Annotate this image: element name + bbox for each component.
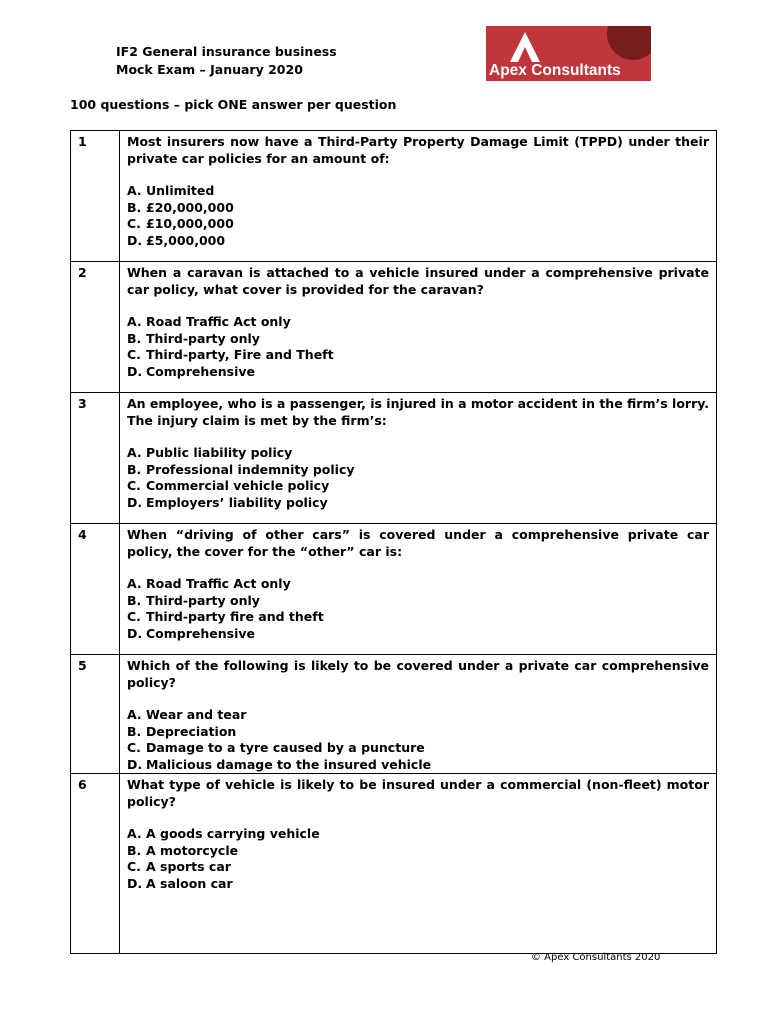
answer-option [127, 626, 709, 643]
question-number: 5 [71, 655, 120, 774]
document-header [116, 43, 337, 79]
option-text: Comprehensive [146, 363, 256, 379]
answer-option [127, 876, 709, 893]
option-letter: C. [127, 859, 141, 874]
option-letter: D. [127, 625, 143, 641]
option-text: Road Traffic Act only [146, 576, 291, 591]
option-text: £5,000,000 [146, 232, 226, 248]
answer-option [127, 826, 709, 843]
option-letter: C. [127, 216, 141, 231]
answer-option [127, 233, 709, 250]
option-text: Third-party only [146, 330, 260, 346]
logo-circle-accent [607, 26, 651, 60]
option-letter: C. [127, 609, 141, 624]
logo-a-mark-icon [507, 31, 543, 63]
answer-options [127, 183, 709, 249]
answer-option [127, 593, 709, 610]
option-text: Third-party only [146, 592, 260, 608]
option-text: Depreciation [146, 723, 237, 739]
option-letter: B. [127, 330, 142, 346]
answer-option [127, 859, 709, 876]
answer-option [127, 740, 709, 757]
question-row [71, 131, 717, 262]
option-letter: D. [127, 363, 143, 379]
option-text: Commercial vehicle policy [146, 478, 330, 493]
exam-subtitle: Mock Exam – January 2020 [116, 62, 303, 77]
option-letter: B. [127, 592, 142, 608]
question-body [120, 131, 717, 262]
question-row [71, 393, 717, 524]
answer-option [127, 364, 709, 381]
option-letter: B. [127, 461, 142, 477]
logo-text: Apex Consultants [489, 62, 621, 79]
option-letter: B. [127, 723, 142, 739]
answer-option [127, 757, 709, 774]
option-letter: D. [127, 756, 143, 772]
option-letter: A. [127, 576, 142, 591]
answer-option [127, 331, 709, 348]
question-body [120, 524, 717, 655]
option-text: Road Traffic Act only [146, 314, 291, 329]
option-text: Malicious damage to the insured vehicle [146, 756, 432, 772]
option-letter: C. [127, 347, 141, 362]
option-text: A goods carrying vehicle [146, 826, 320, 841]
option-text: A sports car [146, 859, 231, 874]
answer-option [127, 314, 709, 331]
question-number: 1 [71, 131, 120, 262]
option-letter: A. [127, 826, 142, 841]
answer-options [127, 826, 709, 892]
question-number: 4 [71, 524, 120, 655]
answer-option [127, 216, 709, 233]
option-text: Comprehensive [146, 625, 256, 641]
answer-options [127, 314, 709, 380]
answer-options [127, 576, 709, 642]
answer-option [127, 478, 709, 495]
question-body [120, 774, 717, 954]
question-row [71, 262, 717, 393]
option-letter: D. [127, 875, 143, 891]
answer-option [127, 576, 709, 593]
exam-instructions: 100 questions – pick ONE answer per question [70, 97, 397, 112]
option-letter: D. [127, 494, 143, 510]
option-text: Employers’ liability policy [146, 494, 328, 510]
answer-option [127, 347, 709, 364]
option-letter: D. [127, 232, 143, 248]
answer-option [127, 609, 709, 626]
answer-option [127, 200, 709, 217]
answer-option [127, 843, 709, 860]
option-text: A motorcycle [146, 842, 239, 858]
answer-option [127, 495, 709, 512]
answer-options [127, 445, 709, 511]
option-text: Public liability policy [146, 445, 293, 460]
apex-consultants-logo [486, 26, 651, 81]
question-body [120, 262, 717, 393]
option-letter: B. [127, 842, 142, 858]
option-text: Professional indemnity policy [146, 461, 355, 477]
option-letter: A. [127, 183, 142, 198]
question-stem: Which of the following is likely to be covered under a private car comprehensive policy? [127, 658, 709, 690]
question-stem: What type of vehicle is likely to be insured under a commercial (non-fleet) motor policy? [127, 777, 709, 809]
answer-option [127, 724, 709, 741]
option-text: Unlimited [146, 183, 215, 198]
option-letter: A. [127, 445, 142, 460]
answer-option [127, 462, 709, 479]
option-text: Third-party fire and theft [146, 609, 324, 624]
option-text: £10,000,000 [146, 216, 234, 231]
question-stem: When “driving of other cars” is covered under a comprehensive private car policy, the cover for the “other” car is: [127, 527, 709, 559]
copyright-footer: © Apex Consultants 2020 [531, 952, 661, 963]
option-letter: B. [127, 199, 142, 215]
question-row [71, 524, 717, 655]
answer-option [127, 183, 709, 200]
option-text: A saloon car [146, 875, 233, 891]
option-text: Damage to a tyre caused by a puncture [146, 740, 425, 755]
questions-table [70, 130, 717, 954]
question-stem: An employee, who is a passenger, is injured in a motor accident in the firm’s lorry. The injury claim is met by the firm’s: [127, 396, 709, 428]
option-letter: C. [127, 478, 141, 493]
question-body [120, 393, 717, 524]
option-letter: A. [127, 314, 142, 329]
option-text: Third-party, Fire and Theft [146, 347, 334, 362]
question-number: 6 [71, 774, 120, 954]
answer-option [127, 445, 709, 462]
question-row [71, 655, 717, 774]
option-letter: C. [127, 740, 141, 755]
question-stem: Most insurers now have a Third-Party Property Damage Limit (TPPD) under their private car policies for an amount of: [127, 134, 709, 166]
option-text: £20,000,000 [146, 199, 234, 215]
question-body [120, 655, 717, 774]
option-text: Wear and tear [146, 707, 247, 722]
question-row [71, 774, 717, 954]
question-number: 2 [71, 262, 120, 393]
exam-title: IF2 General insurance business [116, 44, 337, 59]
answer-option [127, 707, 709, 724]
option-letter: A. [127, 707, 142, 722]
question-stem: When a caravan is attached to a vehicle insured under a comprehensive private car policy, what cover is provided for the caravan? [127, 265, 709, 297]
question-number: 3 [71, 393, 120, 524]
answer-options [127, 707, 709, 773]
